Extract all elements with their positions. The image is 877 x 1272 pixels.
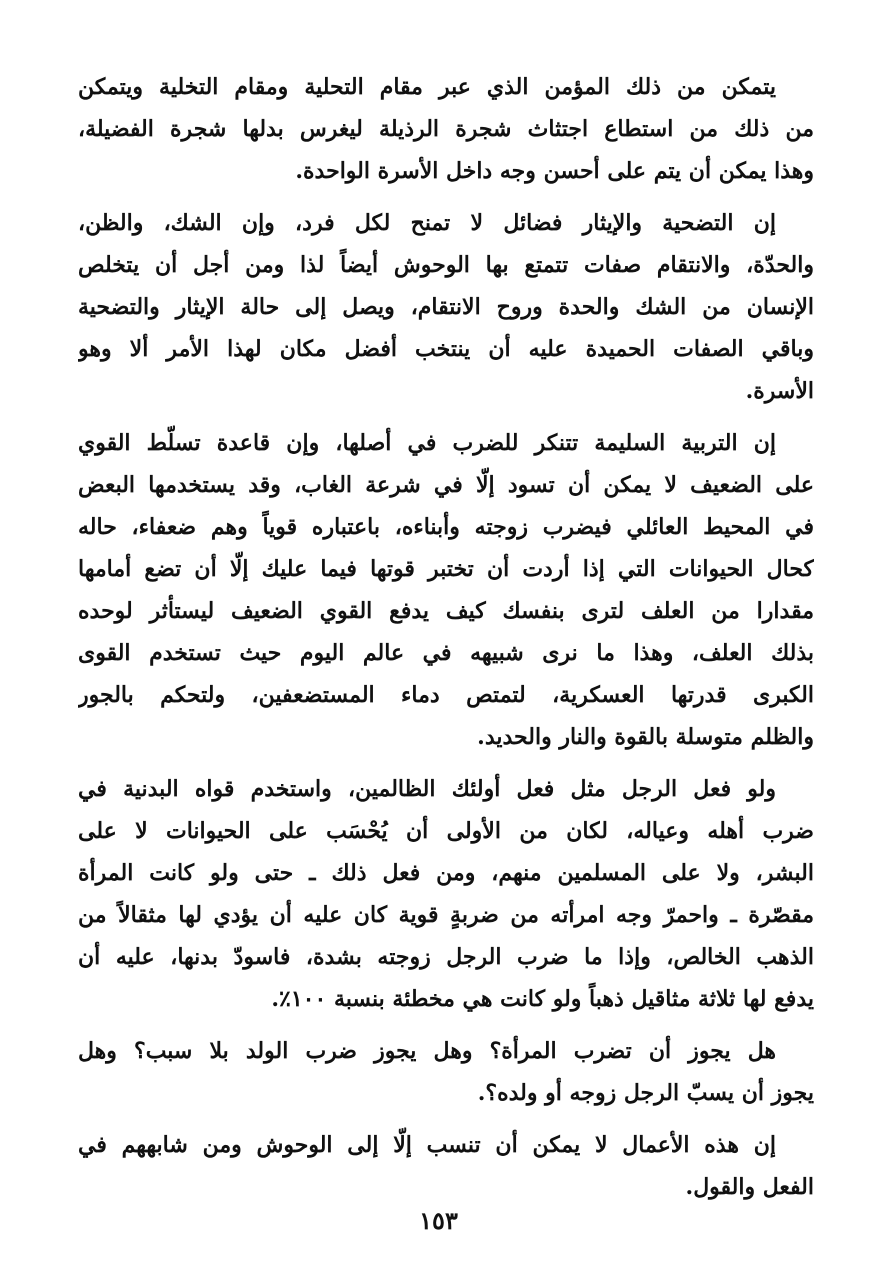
text-line: مقصّرة ـ واحمرّ وجه امرأته من ضربةٍ قوية كان عليه أن يؤدي لها مثقالاً من <box>78 902 814 928</box>
text-line: الكبرى قدرتها العسكرية، لتمتص دماء المستضعفين، ولتحكم بالجور <box>78 682 814 708</box>
text-line: الفعل والقول. <box>685 1174 814 1200</box>
text-line: ضرب أهله وعياله، لكان من الأولى أن يُحْسَب على الحيوانات لا على <box>78 818 814 844</box>
paragraph <box>78 66 814 192</box>
text-line: والحدّة، والانتقام صفات تتمتع بها الوحوش أيضاً لذا ومن أجل أن يتخلص <box>78 252 814 278</box>
paragraph <box>78 202 814 412</box>
paragraph <box>78 1030 814 1114</box>
text-line: الذهب الخالص، وإذا ما ضرب الرجل زوجته بشدة، فاسودّ بدنها، عليه أن <box>78 944 814 970</box>
text-line: يدفع لها ثلاثة مثاقيل ذهباً ولو كانت هي مخطئة بنسبة ١٠٠٪. <box>271 986 814 1012</box>
text-line: وباقي الصفات الحميدة عليه أن ينتخب أفضل مكان لهذا الأمر ألا وهو <box>78 336 814 362</box>
paragraph <box>78 1124 814 1208</box>
text-line: إن التضحية والإيثار فضائل لا تمنح لكل فرد، وإن الشك، والظن، <box>78 210 776 236</box>
text-line: يتمكن من ذلك المؤمن الذي عبر مقام التحلية ومقام التخلية ويتمكن <box>78 74 776 100</box>
page-body <box>78 66 814 1218</box>
paragraph <box>78 768 814 1020</box>
text-line: على الضعيف لا يمكن أن تسود إلّا في شرعة الغاب، وقد يستخدمها البعض <box>78 472 814 498</box>
text-line: في المحيط العائلي فيضرب زوجته وأبناءه، باعتباره قوياً وهم ضعفاء، حاله <box>78 514 814 540</box>
text-line: إن هذه الأعمال لا يمكن أن تنسب إلّا إلى الوحوش ومن شابههم في <box>78 1132 776 1158</box>
text-line: إن التربية السليمة تتنكر للضرب في أصلها، وإن قاعدة تسلّط القوي <box>78 430 776 456</box>
text-line: الأسرة. <box>745 378 814 404</box>
text-line: وهذا يمكن أن يتم على أحسن وجه داخل الأسرة الواحدة. <box>295 158 814 184</box>
paragraph <box>78 422 814 758</box>
text-line: البشر، ولا على المسلمين منهم، ومن فعل ذلك ـ حتى ولو كانت المرأة <box>78 860 814 886</box>
text-line: يجوز أن يسبّ الرجل زوجه أو ولده؟. <box>477 1080 814 1106</box>
text-line: هل يجوز أن تضرب المرأة؟ وهل يجوز ضرب الولد بلا سبب؟ وهل <box>78 1038 776 1064</box>
text-line: من ذلك من استطاع اجتثاث شجرة الرذيلة ليغرس بدلها شجرة الفضيلة، <box>78 116 814 142</box>
text-line: الإنسان من الشك والحدة وروح الانتقام، ويصل إلى حالة الإيثار والتضحية <box>78 294 814 320</box>
text-line: ولو فعل الرجل مثل فعل أولئك الظالمين، واستخدم قواه البدنية في <box>78 776 776 802</box>
text-line: كحال الحيوانات التي إذا أردت أن تختبر قوتها فيما عليك إلّا أن تضع أمامها <box>78 556 814 582</box>
text-line: بذلك العلف، وهذا ما نرى شبيهه في عالم اليوم حيث تستخدم القوى <box>78 640 814 666</box>
page-number: ١٥٣ <box>419 1206 458 1235</box>
text-line: مقدارا من العلف لترى بنفسك كيف يدفع القوي الضعيف ليستأثر لوحده <box>78 598 814 624</box>
text-line: والظلم متوسلة بالقوة والنار والحديد. <box>477 724 814 750</box>
